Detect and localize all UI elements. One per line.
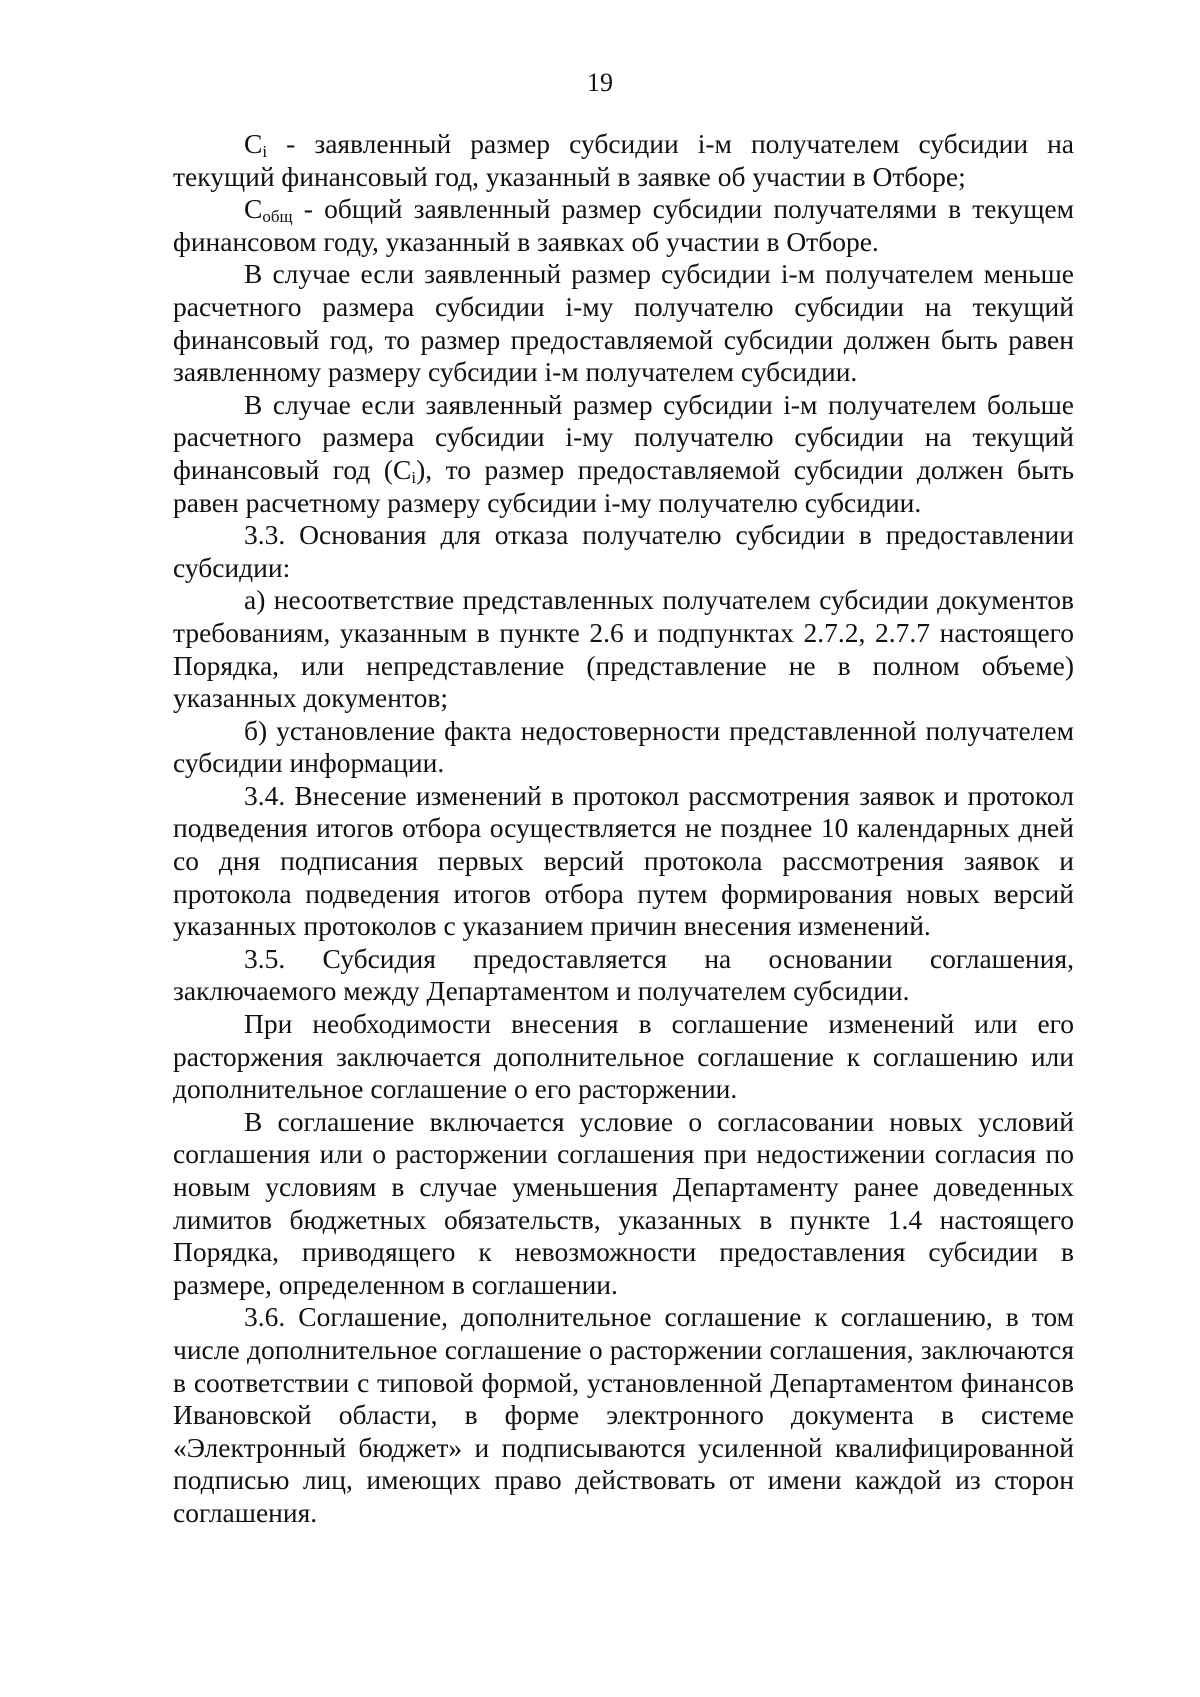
- paragraph-text: - заявленный размер субсидии i-м получателем субсидии на текущий финансовый год, указанный в заявке об участии в Отборе;: [173, 128, 1074, 192]
- paragraph-text-after: ), то размер предоставляемой субсидии должен быть равен расчетному размеру субсидии i-му получателю субсидии.: [173, 453, 1075, 518]
- paragraph-ci-definition: [173, 128, 1074, 193]
- paragraph-3-4: 3.4. Внесение изменений в протокол рассмотрения заявок и протокол подведения итогов отбора осуществляется не позднее 10 календарных дней со дня подписания первых версий протокола рассмотрения заявок и протокола подведения итогов отбора путем формирования новых версий указанных протоколов с указанием причин внесения изменений.: [173, 779, 1074, 942]
- subscript-i: i: [411, 467, 417, 487]
- paragraph-cobsh-definition: [173, 193, 1074, 258]
- paragraph-amendment: При необходимости внесения в соглашение изменений или его расторжения заключается дополнительное соглашение к соглашению или дополнительное соглашение о его расторжении.: [173, 1008, 1074, 1105]
- paragraph-3-3-b: б) установление факта недостоверности представленной получателем субсидии информации.: [173, 714, 1074, 779]
- subscript-obsh: общ: [262, 207, 293, 227]
- symbol-c: C: [244, 128, 263, 159]
- symbol-c: C: [244, 193, 263, 225]
- paragraph-greater-case: [173, 389, 1074, 519]
- paragraph-3-3-a: а) несоответствие представленных получателем субсидии документов требованиям, указанным в пункте 2.6 и подпунктах 2.7.2, 2.7.7 настоящего Порядка, или непредставление (представление не в полном объеме) указанных документов;: [173, 584, 1074, 714]
- page-number: 19: [587, 68, 613, 97]
- paragraph-less-case: В случае если заявленный размер субсидии i-м получателем меньше расчетного размера субсидии i-му получателю субсидии на текущий финансовый год, то размер предоставляемой субсидии должен быть равен заявленному размеру субсидии i-м получателем субсидии.: [173, 258, 1074, 388]
- paragraph-text: В случае если заявленный размер субсидии i-м получателем больше расчетного размера субсидии i-му получателю субсидии на текущий финансовый год (C: [173, 388, 1074, 485]
- paragraph-3-5: 3.5. Субсидия предоставляется на основании соглашения, заключаемого между Департаментом и получателем субсидии.: [173, 942, 1074, 1007]
- subscript-i: i: [262, 142, 268, 161]
- paragraph-text: - общий заявленный размер субсидии получателями в текущем финансовом году, указанный в заявках об участии в Отборе.: [173, 193, 1074, 257]
- document-body: [173, 128, 1074, 1530]
- paragraph-3-3: 3.3. Основания для отказа получателю субсидии в предоставлении субсидии:: [173, 519, 1074, 583]
- paragraph-3-6: 3.6. Соглашение, дополнительное соглашение к соглашению, в том числе дополнительное соглашение о расторжении соглашения, заключаются в соответствии с типовой формой, установленной Департаментом финансов Ивановской области, в форме электронного документа в системе «Электронный бюджет» и подписываются усиленной квалифицированной подписью лиц, имеющих право действовать от имени каждой из сторон соглашения.: [173, 1301, 1074, 1528]
- paragraph-condition: В соглашение включается условие о согласовании новых условий соглашения или о расторжении соглашения при недостижении согласия по новым условиям в случае уменьшения Департаменту ранее доведенных лимитов бюджетных обязательств, указанных в пункте 1.4 настоящего Порядка, приводящего к невозможности предоставления субсидии в размере, определенном в соглашении.: [173, 1105, 1074, 1300]
